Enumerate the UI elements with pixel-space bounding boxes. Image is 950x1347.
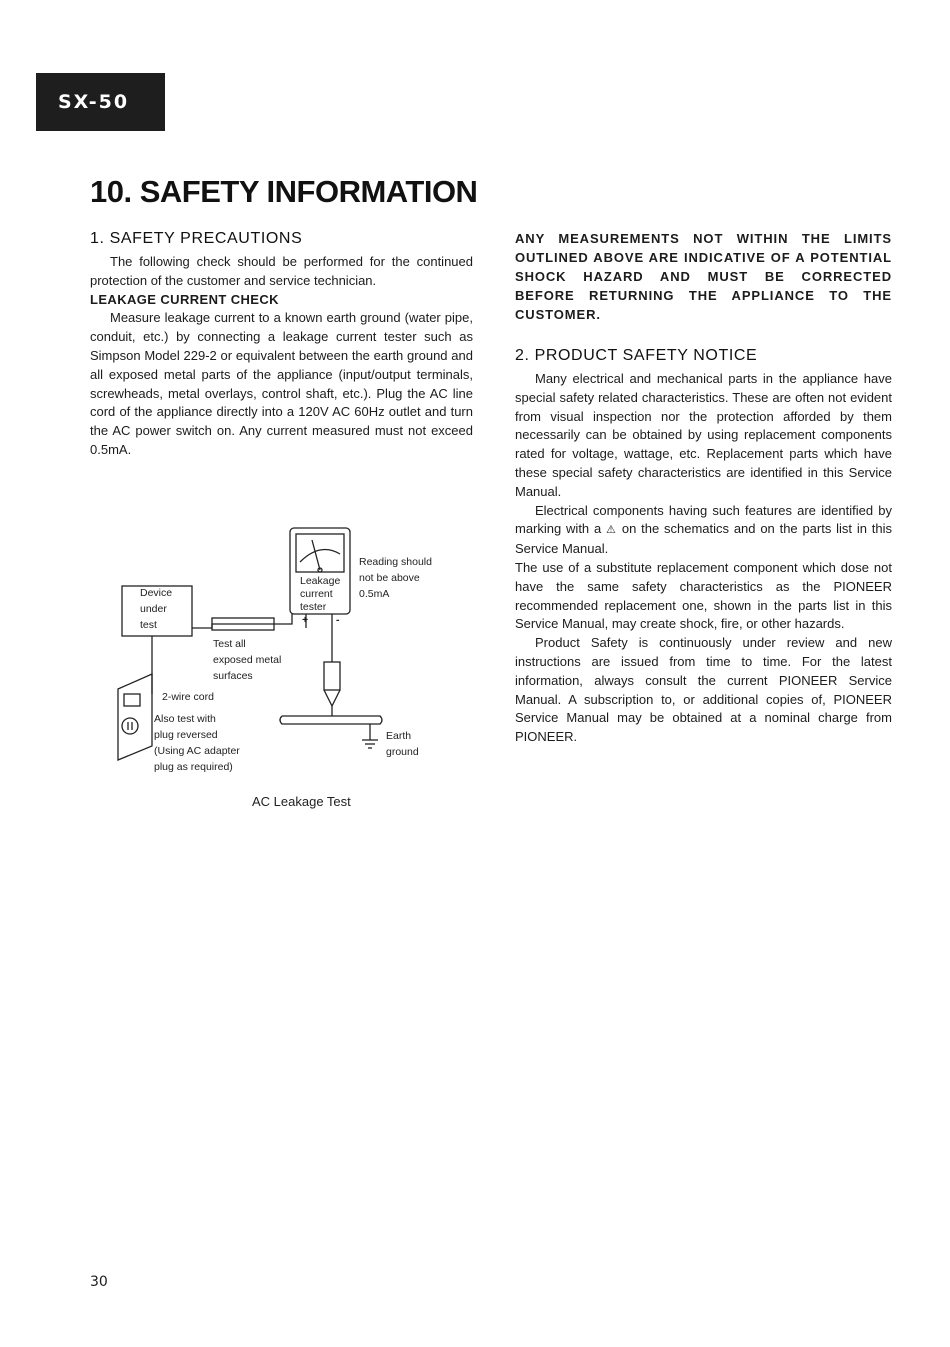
- outlet-socket: [122, 718, 138, 734]
- tester-label-1: Leakage: [300, 575, 341, 587]
- meter-needle: [312, 540, 320, 570]
- device-label-1: Device: [140, 587, 173, 599]
- device-label-2: under: [140, 603, 167, 615]
- also-label-3: (Using AC adapter: [154, 745, 240, 757]
- section2-heading: 2. PRODUCT SAFETY NOTICE: [515, 347, 758, 364]
- meter-scale: [300, 550, 340, 563]
- plus-terminal: +: [302, 614, 309, 626]
- plug-body: [124, 694, 140, 706]
- tester-label-3: tester: [300, 601, 327, 613]
- page-title: 10. SAFETY INFORMATION: [90, 174, 478, 209]
- page-number: 30: [90, 1274, 108, 1290]
- model-label: SX-50: [58, 91, 130, 113]
- also-label-4: plug as required): [154, 761, 233, 773]
- figure-caption: AC Leakage Test: [252, 794, 351, 809]
- ac-leakage-diagram: [112, 524, 452, 824]
- model-badge: [36, 73, 165, 131]
- probe-lead: [192, 614, 292, 628]
- reading-label-3: 0.5mA: [359, 588, 390, 600]
- ground-probe: [324, 662, 340, 690]
- test-label-3: surfaces: [213, 670, 253, 682]
- tester-label-2: current: [300, 588, 333, 600]
- leakage-text: Measure leakage current to a known earth ground (water pipe, conduit, etc.) by connecting a leakage current tester such as Simpson Model 229-2 or equivalent between the earth ground and all exposed metal parts of the appliance (input/output terminals, screwheads, metal overlays, control shaft, etc.). Plug the AC line cord of the appliance directly into a 120V AC 60Hz outlet and turn the AC power switch on. Any current measured must not exceed 0.5mA.: [90, 310, 473, 457]
- right-column: [515, 229, 892, 747]
- ground-probe-tip: [324, 690, 340, 706]
- earth-label-1: Earth: [386, 730, 412, 742]
- wall-outlet: [118, 674, 152, 760]
- warning-triangle-icon: ⚠: [606, 524, 618, 537]
- p2-after: on the schematics and on the parts list in this Service Manual.: [515, 521, 892, 557]
- safety-notice-p2: [515, 502, 892, 559]
- test-label-2: exposed metal: [213, 654, 282, 666]
- device-label-3: test: [140, 619, 157, 631]
- also-label-2: plug reversed: [154, 729, 218, 741]
- cord-label: 2-wire cord: [162, 691, 214, 703]
- section1-heading: 1. SAFETY PRECAUTIONS: [90, 230, 303, 247]
- left-column: [90, 229, 473, 460]
- safety-notice-p1: Many electrical and mechanical parts in the appliance have special safety related characteristics. These are often not evident from visual inspection nor the protection afforded by them necessarily can be obtained by using replacement components rated for voltage, wattage, etc. Replacement parts which have these special safety characteristics are identified in this Service Manual.: [515, 371, 892, 499]
- earth-bar: [280, 716, 382, 724]
- test-label-1: Test all: [213, 638, 246, 650]
- section1-intro: The following check should be performed for the continued protection of the customer and service technician.: [90, 254, 473, 288]
- reading-label-1: Reading should: [359, 556, 432, 568]
- leakage-heading: LEAKAGE CURRENT CHECK: [90, 291, 279, 307]
- minus-terminal: -: [336, 614, 340, 626]
- safety-notice-p3: The use of a substitute replacement component which dose not have the same safety characteristics as the PIONEER recommended replacement one, shown in the parts list in this Service Manual, may create shock, fire, or other hazards.: [515, 559, 892, 632]
- safety-notice-p4: Product Safety is continuously under review and new instructions are issued from time to time. For the latest information, always consult the current PIONEER Service Manual. A subscription to, or additional copies of, PIONEER Service Manual may be obtained at a nominal charge from PIONEER.: [515, 635, 892, 745]
- earth-label-2: ground: [386, 746, 419, 758]
- reading-label-2: not be above: [359, 572, 420, 584]
- warning-text: ANY MEASUREMENTS NOT WITHIN THE LIMITS OUTLINED ABOVE ARE INDICATIVE OF A POTENTIAL SHOCK HAZARD AND MUST BE CORRECTED BEFORE RETURNING THE APPLIANCE TO THE CUSTOMER.: [515, 231, 892, 322]
- p2-before: Electrical components having such features are identified by marking with a: [515, 502, 892, 537]
- also-label-1: Also test with: [154, 713, 216, 725]
